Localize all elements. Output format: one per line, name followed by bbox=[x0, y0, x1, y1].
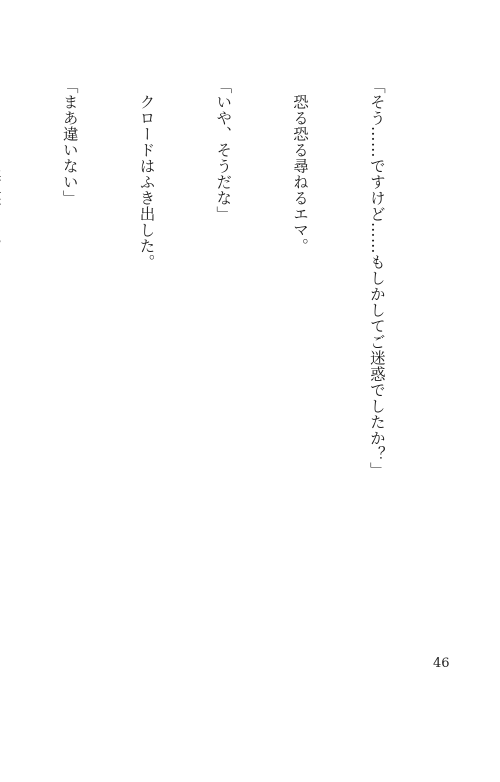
text-line bbox=[0, 78, 5, 618]
text-line: 「いや、そうだな」 bbox=[214, 78, 233, 222]
text-line: 「まあ違いない」 bbox=[60, 78, 79, 206]
text-line: クロードはふき出した。 bbox=[137, 78, 156, 270]
page-number: 46 bbox=[433, 656, 450, 671]
text-line: 「そう……ですけど……もしかしてご迷惑でしたか？」 bbox=[367, 78, 386, 478]
text-line: 恐る恐る尋ねるエマ。 bbox=[291, 78, 310, 254]
body-text bbox=[0, 78, 440, 618]
